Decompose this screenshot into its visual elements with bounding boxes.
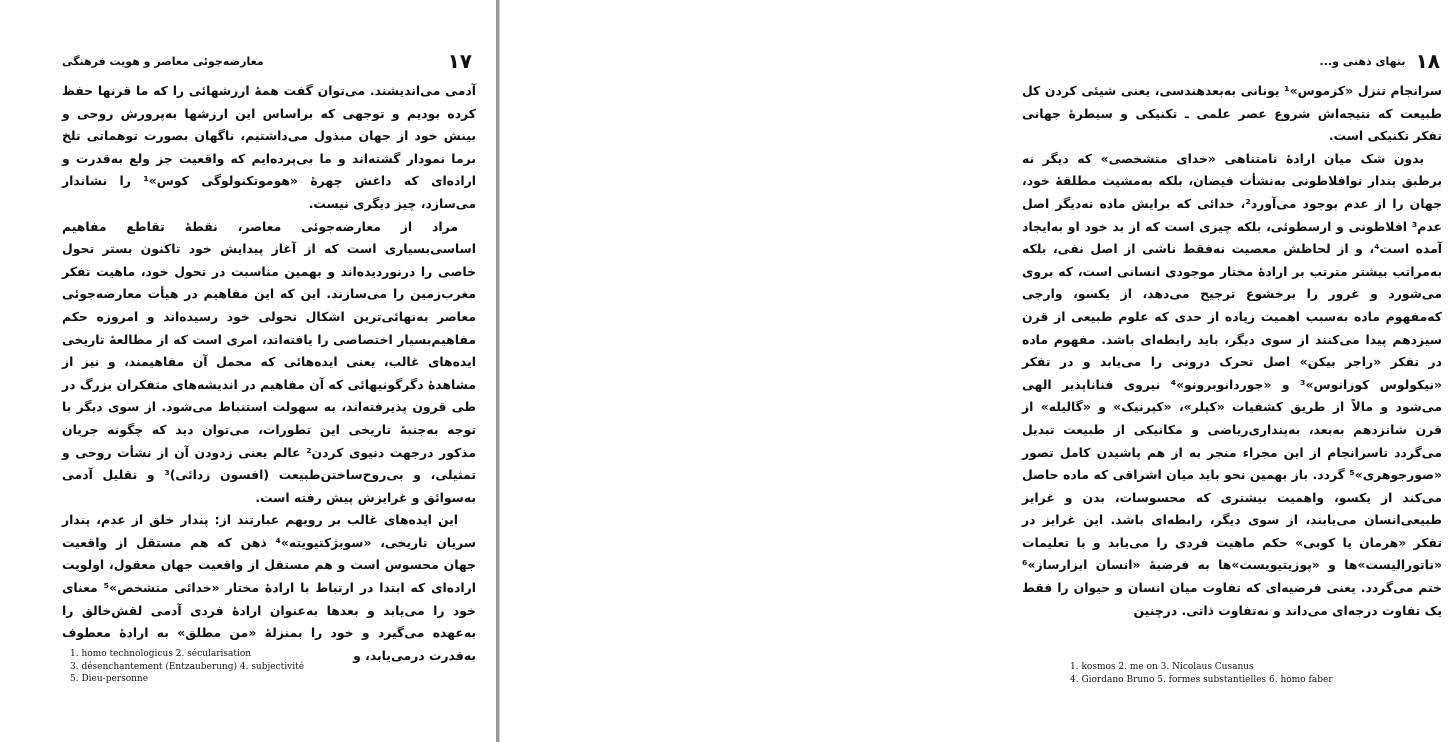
paragraph: مراد از معارضه‌جوئی معاصر، نقطهٔ تقاطع مفاهیم اساسی‌بسیاری است که از آغاز پیدایش خود تاکنون بستر تحول خاصی را درنور‌دیده‌اند و بهمین مناسبت در تحول خود، ماهیت تفکر مغرب‌زمین را می‌سازند. این که این مفاهیم در هیأت معارضه‌جوئی معاصر به‌نهائی‌ترین اشکال تحولی خود رسیده‌اند و امروزه حکم مفاهیم‌بسیار اختصاصی را یافته‌اند، امری است که از مطالعهٔ تاریخی ایده‌های غالب، یعنی ایده‌هائی که محمل آن مفاهیمند، و نیز از مشاهدهٔ دگرگونیهائی که آن مفاهیم در اندیشه‌های متفکران بزرگ در طی قرون پذیرفته‌اند، به سهولت استنباط می‌شود. از سوی دیگر با توجه به‌جنبهٔ تاریخی این تطورات، می‌توان دید که چگونه جریان مذکور درجهت دنیوی کردن² عالم یعنی زدودن آن از نشأت روحی و تمثیلی، و بی‌روح‌ساختن‌طبیعت (افسون زدائی)³ و تقلیل آدمی به‌سوائق و غرایزش پیش رفته است. xyxy=(62,218,476,505)
running-head-right xyxy=(1020,48,1440,74)
paragraph: آدمی می‌اندیشند. می‌توان گفت همهٔ ارزشهائی را که ما قرنها حفظ کرده بودیم و توجهی که براساس این ارزشها به‌پرورش روحی و بینش خود از جهان مبذول می‌داشتیم، ناگهان بصورت توهماتی تلخ برما نمودار گشته‌اند و ما بی‌پرده‌ایم که واقعیت جز ولع به‌قدرت و اراده‌ای که داغش چهرهٔ «هوموتکنولوگی کوس»¹ را نشاندار می‌سازد، چیز دیگری نیست. xyxy=(62,83,476,211)
body-text xyxy=(1022,80,1442,622)
footnote-line: 4. Giordano Bruno 5. formes substantielles 6. homo faber xyxy=(1070,674,1333,685)
footnote-line: 5. Dieu-personne xyxy=(70,674,149,684)
footnotes xyxy=(1070,661,1450,686)
page-number: ۱۷ xyxy=(447,49,472,73)
paragraph: بدون شک میان ارادهٔ نامتناهی «خدای متشخصی» که دیگر نه برطبق پندار نوافلاطونی به‌نشأت فیضان، بلکه به‌مشیت مطلقهٔ خود، جهان را از عدم بوجود می‌آورد²، خدائی که برایش ماده نه‌دیگر اصل عدم³ افلاطونی و ارسطوئی، بلکه چیزی است که از بد خود او به‌ایجاد آمده است⁴، و از لحاظش معصیت نه‌فقط ناشی از اصل نفی، بلکه به‌مراتب بیشتر مترتب بر ارادهٔ مختار موجودی انسانی است، که بروی می‌شورد و غرور را برخشوع ترجیح می‌دهد، از یکسو، وارجی که‌مفهوم ماده به‌سبب اهمیت زیاده از حدی که علوم طبیعی از قرن سیزدهم پیدا می‌کنند از سوی دیگر، باید رابطه‌ای باشد. مفهوم ماده در تفکر «راجر بیکن» اصل تحرک درونی را می‌یابد و در تفکر «نیکولوس کوزانوس»³ و «جوردانوبرونو»⁴ نیروی فناناپذیر الهی می‌شود و مالاً از طریق کشفیات «کپلر»، «کپرنیک» و «گالیله» از قرن شانزدهم به‌بعد، به‌پنداری‌ریاضی و مکانیکی از طبیعت تبدیل می‌گردد تاسرانجام از این مجراء منجر به از هم پاشیدن کامل تصور «صورجوهری»⁵ گردد. باز بهمین نحو باید میان اشراقی که ماده حاصل می‌کند از یکسو، واهمیت بیشتری که محسوسات، بدن و غرایز طبیعی‌انسان می‌یابند، از سوی دیگر، رابطه‌ای باشد. این غرایز در تفکر «هرمان یا کوبی» حکم ماهیت فردی را می‌یابد و با تعلیمات «ناتورالیست»ها و «پوزیتیویست»ها به فرضیهٔ «انسان ابزارساز»⁶ ختم می‌گردد. یعنی فرضیه‌ای که تفاوت میان انسان و حیوان را فقط یک تفاوت درجه‌ای می‌داند و نه‌تفاوت ذاتی. درچنین xyxy=(1022,150,1442,618)
page-number: ۱۸ xyxy=(1415,49,1440,73)
footnote-line: 1. kosmos 2. me on 3. Nicolaus Cusanus xyxy=(1070,662,1254,672)
footnote-line: 1. homo technologicus 2. sécularisation xyxy=(70,649,252,659)
right-page xyxy=(500,0,1442,742)
left-page xyxy=(0,0,498,742)
footnotes xyxy=(70,648,450,686)
footnote-line: 3. désenchantement (Entzauberung) 4. subjectivité xyxy=(70,661,305,672)
paragraph: این ایده‌های غالب بر رویهم عبارتند از: پندار خلق از عدم، پندار سریان تاریخی، «سوبژکتیویته»⁴ ذهن که هم مستقل از واقعیت جهان محسوس است و هم مستقل از واقعیت جهان معقول، اولویت اراده‌ای که ابتدا در ارتباط با ارادهٔ مختار «خدائی متشخص»⁵ معنای خود را می‌یابد و بعدها به‌عنوان ارادهٔ فردی آدمی لقش‌خالق را به‌عهده می‌گیرد و خود را بمنزلهٔ «من مطلق» به ارادهٔ معطوف به‌قدرت درمی‌یابد، و xyxy=(62,512,477,663)
running-title: معارضه‌جوئی معاصر و هویت فرهنگی xyxy=(62,54,264,68)
body-text xyxy=(62,80,476,667)
paragraph: سرانجام تنزل «کزموس»¹ یونانی به‌بعدهندسی، یعنی شیئی کردن کل طبیعت که نتیجه‌اش شروع عصر علمی ـ تکنیکی و سیطرهٔ جهانی تفکر تکنیکی است. xyxy=(1022,83,1442,144)
running-head-left xyxy=(62,48,472,74)
running-title: بتهای ذهنی و... xyxy=(1319,54,1406,68)
